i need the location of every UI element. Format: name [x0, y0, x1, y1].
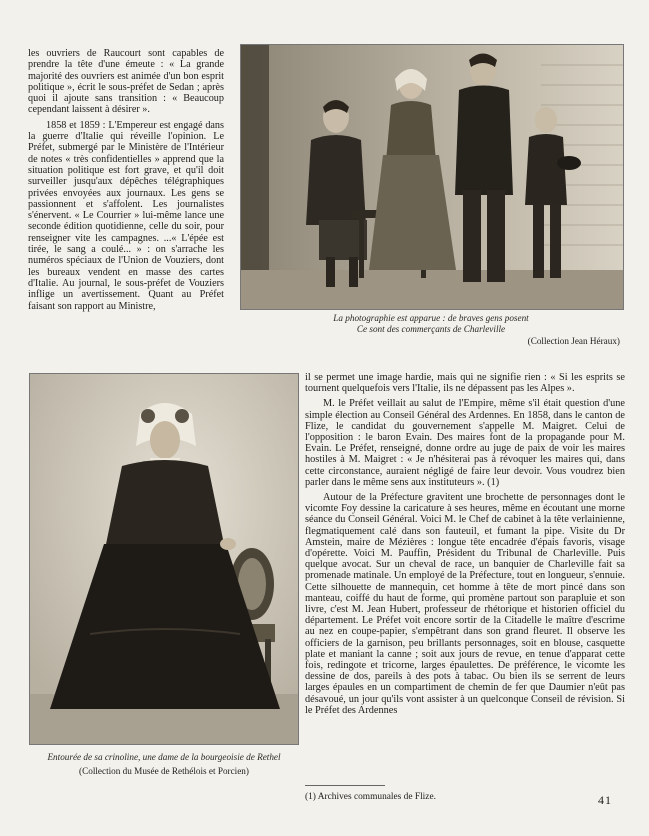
paragraph: les ouvriers de Raucourt sont capables de prendre la tête d'une émeute : « La grande majorité des ouvriers est animée d'un bon esprit politique », écrit le sous-préfet de Sedan ; après quoi il ajoute sans transition : « Beaucoup cependant laissent à désirer ».	[28, 48, 224, 116]
text-column-bottom-right	[305, 372, 625, 720]
footnote: (1) Archives communales de Flize.	[305, 792, 436, 802]
photo-credit-top: (Collection Jean Héraux)	[527, 336, 620, 346]
caption-line: La photographie est apparue : de braves gens posent	[333, 313, 529, 323]
paragraph: il se permet une image hardie, mais qui ne signifie rien : « Si les esprits se tournent quelquefois vers l'Italie, ils ne dépassent pas les Alpes ».	[305, 372, 625, 395]
photo-bourgeois-lady	[29, 373, 299, 745]
caption-line: Ce sont des commerçants de Charleville	[356, 323, 506, 334]
photo-family-group	[240, 44, 624, 310]
footnote-rule	[305, 785, 385, 786]
photo-caption-bottom: Entourée de sa crinoline, une dame de la bourgeoisie de Rethel	[47, 752, 281, 762]
paragraph: M. le Préfet veillait au salut de l'Empire, même s'il était question d'une simple élection au Conseil Général des Ardennes. En 1858, dans le canton de Flize, le candidat du gouvernement s'appelle M. Maigret. Celui de l'opposition : le baron Evain. Des maires font de la propagande pour M. Evain. Le Préfet, renseigné, donne ordre au juge de paix de voir les maires hostiles à M. Maigret : « Je n'hésiterai pas à révoquer les maires qui, dans cette circonstance, auraient négligé de faire leur devoir. Vous voudrez bien parler dans le même sens aux instituteurs ». (1)	[305, 398, 625, 488]
photo-credit-bottom: (Collection du Musée de Rethélois et Porcien)	[79, 766, 249, 776]
photo-bourgeois-lady-image	[30, 374, 298, 744]
paragraph: Autour de la Préfecture gravitent une brochette de personnages dont le vicomte Foy dessine la caricature à ses heures, même en écoutant une morne séance du Conseil Général. Voici M. le Chef de cabinet à la tête verlainienne, flegmatiquement calé dans son fauteuil, et fumant la pipe. Visite du Dr Amstein, maire de Mézières : longue tête encadrée d'épais favoris, visage d'opérette. Voici M. Pauffin, Président du Tribunal de Charleville. Puis quelque avocat. Sur un cheval de race, un banquier de Charleville fait sa promenade matinale. Un employé de la Préfecture, tout en longueur, s'ennuie. Cette silhouette de mannequin, cet homme à tête de mort pincé dans son manteau, coiffé du haut de forme, qui promène partout son parapluie et son livre, c'est M. Jean Hubert, professeur de rhétorique et historien officiel du département. Le Préfet voit encore sortir de la Citadelle le maître d'escrime au nez en coupe-papier, s'empêtrant dans son grand fleuret. Il observe les officiers de la garnison, peu brillants personnages, soit en blouse, casquette plate et maniant la canne ; soit aux jours de revue, en tenue d'apparat cette fois, redingote et tricorne, larges épaulettes. De préférence, le vicomte les dessine de dos, pareils à des pots à tabac. Ou bien ils se serrent de leurs larges épaules en un compartiment de chemin de fer que Daumier n'eût pas désavoué, un jour qu'ils vont assister à un quelconque Conseil de révision. Si le Préfet des Ardennes	[305, 492, 625, 716]
photo-caption-top	[240, 313, 622, 334]
page-number: 41	[598, 793, 612, 807]
text-column-top-left	[28, 48, 224, 316]
photo-family-group-image	[241, 45, 623, 309]
paragraph: 1858 et 1859 : L'Empereur est engagé dans la guerre d'Italie qui réveille l'opinion. Le Préfet, submergé par le Ministère de l'Intérieur de notes « très confidentielles » apprend que la situation politique est fort grave, et qu'il doit surveiller jusqu'aux dépêches télégraphiques privées envoyées aux journaux. Les gens se passionnent et s'affolent. Les journalistes s'énervent. « Le Courrier » lui-même lance une seconde édition quotidienne, celle du soir, pour renseigner vite les campagnes. ...« L'épée est tirée, le sang a coulé... » : on s'arrache les numéros spéciaux de l'Union de Vouziers, dont les bureaux vendent en masse des cartes d'Italie. Au journal, le sous-préfet de Vouziers inflige un avertissement. Quant au Préfet faisant son rapport au Ministre,	[28, 119, 224, 312]
